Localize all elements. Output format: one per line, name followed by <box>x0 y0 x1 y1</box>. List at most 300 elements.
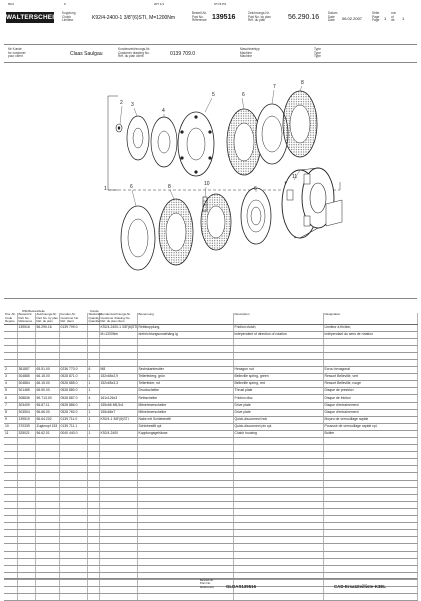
cell-en: Belleville spring, red <box>233 381 323 388</box>
cell-wm-no: 325021 <box>17 430 35 437</box>
cell-qty: 1 <box>87 374 99 381</box>
table-row <box>4 331 417 338</box>
cell-qty <box>87 494 99 501</box>
cell-cust-draw: K92/4-2400-1 3/8"(6)STI, <box>99 324 137 331</box>
table-row <box>4 374 417 381</box>
cell-cust-no <box>59 480 87 487</box>
cell-en <box>233 530 323 537</box>
cell-wm-no <box>17 438 35 445</box>
footer-order-label: Bestell-Nr. Part No. Référence <box>200 578 214 589</box>
cell-qty: 1 <box>87 388 99 395</box>
date-value: 06.02.2007 <box>342 16 363 21</box>
cell-cust-draw <box>99 586 137 593</box>
table-row <box>4 367 417 374</box>
cell-wm-draw <box>35 480 59 487</box>
top-code-left: 50/4 <box>8 2 14 6</box>
cell-cust-no: 0528 760.0 <box>59 409 87 416</box>
cell-pos <box>4 480 17 487</box>
cell-cust-no <box>59 438 87 445</box>
cell-wm-draw <box>35 445 59 452</box>
cell-pos: 9 <box>4 416 17 423</box>
cell-cust-no <box>59 338 87 345</box>
cell-cust-draw: 152x65x3,3 <box>99 381 137 388</box>
type2-label: Type Type Type <box>314 47 321 59</box>
cell-cust-draw <box>99 487 137 494</box>
cell-wm-draw <box>35 537 59 544</box>
table-row <box>4 487 417 494</box>
cell-wm-draw <box>35 501 59 508</box>
sheet-label: Seite Page Page <box>372 11 380 23</box>
cell-de <box>137 438 233 445</box>
cell-cust-draw <box>99 565 137 572</box>
cell-en <box>233 345 323 352</box>
table-row <box>4 459 417 466</box>
cell-cust-draw <box>99 523 137 530</box>
cell-wm-draw: 56.64.202 <box>35 416 59 423</box>
cell-wm-draw <box>35 558 59 565</box>
cell-fr <box>323 480 417 487</box>
cell-cust-no <box>59 523 87 530</box>
cell-de <box>137 594 233 601</box>
cell-cust-no <box>59 445 87 452</box>
callout-10: 8 <box>168 184 171 190</box>
cell-wm-draw <box>35 459 59 466</box>
table-row <box>4 324 417 331</box>
cell-fr <box>323 487 417 494</box>
cell-fr <box>323 537 417 544</box>
cell-de: Sechskantmutter <box>137 367 233 374</box>
cell-en: Friction clutch, <box>233 324 323 331</box>
cell-de: Reibscheibe <box>137 395 233 402</box>
cell-pos <box>4 501 17 508</box>
cell-fr <box>323 438 417 445</box>
customer-value: Claas Saulgau <box>70 51 103 57</box>
of-label: von of de <box>391 11 397 23</box>
cell-de <box>137 494 233 501</box>
cell-en <box>233 352 323 359</box>
cell-wm-no <box>17 473 35 480</box>
cell-qty <box>87 501 99 508</box>
cell-wm-draw <box>35 345 59 352</box>
th-wm-no: Bestell-Nr. Part No. Référence <box>17 313 35 324</box>
cell-qty <box>87 523 99 530</box>
cell-wm-draw: 59.713.00 <box>35 395 59 402</box>
cell-de <box>137 480 233 487</box>
part-3-belleville-spring <box>127 116 149 160</box>
cell-cust-no <box>59 345 87 352</box>
cell-de <box>137 537 233 544</box>
table-row <box>4 523 417 530</box>
cell-pos <box>4 466 17 473</box>
cell-wm-no <box>17 508 35 515</box>
cell-de: Nabe mit Schiebestift <box>137 416 233 423</box>
cell-de: Kupplungsgehäuse <box>137 430 233 437</box>
cell-qty <box>87 586 99 593</box>
cell-wm-draw <box>35 338 59 345</box>
cell-en <box>233 508 323 515</box>
cell-en <box>233 544 323 551</box>
part-11-clutch-housing <box>282 168 342 238</box>
cell-en <box>233 480 323 487</box>
order-value: 139516 <box>212 14 236 21</box>
cell-pos <box>4 565 17 572</box>
table-row <box>4 381 417 388</box>
table-row <box>4 438 417 445</box>
cell-pos <box>4 544 17 551</box>
cell-wm-draw <box>35 523 59 530</box>
cell-wm-no <box>17 537 35 544</box>
cell-cust-no <box>59 594 87 601</box>
cell-de <box>137 523 233 530</box>
part-friction-disc-upper <box>283 91 317 157</box>
cell-cust-draw <box>99 537 137 544</box>
cell-qty <box>87 459 99 466</box>
cell-wm-no <box>17 523 35 530</box>
cell-wm-no: 304885 <box>17 374 35 381</box>
cell-pos <box>4 473 17 480</box>
cell-cust-no <box>59 537 87 544</box>
cell-en <box>233 445 323 452</box>
cell-en: Drive plate <box>233 409 323 416</box>
cell-fr <box>323 544 417 551</box>
table-row <box>4 466 417 473</box>
cell-wm-no: 303504 <box>17 409 35 416</box>
cell-en <box>233 501 323 508</box>
cell-cust-draw <box>99 445 137 452</box>
cell-wm-no <box>17 551 35 558</box>
cell-wm-draw <box>35 508 59 515</box>
cell-de: Schiebestift cpl. <box>137 423 233 430</box>
cell-wm-draw <box>35 494 59 501</box>
callout-7: 7 <box>273 84 276 90</box>
cell-qty <box>87 473 99 480</box>
cell-de <box>137 586 233 593</box>
cell-cust-no: 0139 711.0 <box>59 416 87 423</box>
cell-wm-draw: 66.15.00 <box>35 374 59 381</box>
cell-fr <box>323 473 417 480</box>
callout-11: 10 <box>204 181 210 187</box>
part-2-nut <box>116 124 122 132</box>
cell-qty <box>87 565 99 572</box>
cell-cust-no <box>59 516 87 523</box>
cell-cust-no <box>59 466 87 473</box>
cell-wm-no <box>17 359 35 366</box>
cell-de <box>137 345 233 352</box>
cell-cust-draw <box>99 359 137 366</box>
cell-pos <box>4 558 17 565</box>
part-7-drive-plate <box>256 104 288 164</box>
cell-qty <box>87 551 99 558</box>
cell-qty <box>87 594 99 601</box>
drawing-value: 56.290.16 <box>288 14 320 21</box>
cell-qty <box>87 338 99 345</box>
table-row <box>4 537 417 544</box>
cell-fr <box>323 459 417 466</box>
exploded-view-drawing <box>0 62 421 298</box>
cell-fr <box>323 516 417 523</box>
top-code-k: K <box>64 2 67 6</box>
cell-de: drehrichtungsunabhäng.ig <box>137 331 233 338</box>
cell-fr: Moyeu de verrouillage rapide <box>323 416 417 423</box>
cell-de <box>137 544 233 551</box>
cell-de <box>137 565 233 572</box>
cell-qty <box>87 530 99 537</box>
cell-cust-draw <box>99 544 137 551</box>
callout-3: 3 <box>131 102 134 108</box>
cell-cust-no <box>59 508 87 515</box>
cell-de: Mitnehmerscheibe <box>137 402 233 409</box>
of-value: 1 <box>402 16 405 21</box>
cell-cust-no: 0040 440.0 <box>59 430 87 437</box>
cell-de <box>137 473 233 480</box>
cell-wm-no <box>17 558 35 565</box>
cell-cust-no <box>59 544 87 551</box>
cell-de <box>137 579 233 586</box>
cell-qty <box>87 537 99 544</box>
th-pos: Pos.-Nr. Code Repère <box>5 312 16 323</box>
table-row <box>4 402 417 409</box>
cell-cust-no: 0528 871.0 <box>59 374 87 381</box>
part-4-belleville-spring <box>151 117 177 167</box>
cell-qty: 1 <box>87 423 99 430</box>
cell-cust-no <box>59 487 87 494</box>
cell-wm-draw <box>35 352 59 359</box>
cell-wm-no <box>17 594 35 601</box>
cell-fr: indépendant du sens de rotation <box>323 331 417 338</box>
cell-wm-draw <box>35 565 59 572</box>
part-friction-disc-lower-1 <box>159 199 193 265</box>
cell-wm-no <box>17 586 35 593</box>
th-qty: Stückzahl Quantity Quantité <box>88 312 102 323</box>
cell-wm-no <box>17 459 35 466</box>
cell-cust-no: 0528 887.0 <box>59 395 87 402</box>
th-cust-draw: Kundenzeichnungs-Nr. Customer drawing No. Réf. du plan client <box>99 313 137 324</box>
cell-cust-no <box>59 565 87 572</box>
cell-wm-no <box>17 530 35 537</box>
cell-wm-draw: 66.15.00 <box>35 381 59 388</box>
cell-wm-no <box>17 480 35 487</box>
cell-wm-no: 308836 <box>17 395 35 402</box>
cell-fr <box>323 452 417 459</box>
cell-de <box>137 445 233 452</box>
table-row <box>4 480 417 487</box>
cell-en <box>233 359 323 366</box>
cell-en <box>233 487 323 494</box>
part-plain-ring-lower <box>121 206 155 270</box>
cell-pos <box>4 516 17 523</box>
cell-qty <box>87 445 99 452</box>
cell-cust-draw <box>99 452 137 459</box>
cell-wm-draw: 56.62.01 <box>35 430 59 437</box>
cell-qty: 4 <box>87 395 99 402</box>
cell-cust-no <box>59 331 87 338</box>
cell-pos <box>4 551 17 558</box>
cell-fr: Disque de friction <box>323 395 417 402</box>
part-friction-disc-lower-2 <box>201 194 231 250</box>
cell-wm-no <box>17 466 35 473</box>
callout-6: 6 <box>242 92 245 98</box>
cell-de: Tellerfederg, grün <box>137 374 233 381</box>
cell-fr <box>323 445 417 452</box>
cell-cust-draw: 155x66x7 <box>99 409 137 416</box>
machine-label: Maschinentyp Machine Machine <box>240 47 260 59</box>
table-row <box>4 494 417 501</box>
cell-qty <box>87 452 99 459</box>
top-code-mid: 20? 1/1 <box>154 2 165 6</box>
cell-wm-no <box>17 331 35 338</box>
cell-wm-draw: 65.51.00 <box>35 367 59 374</box>
table-row <box>4 430 417 437</box>
cell-pos <box>4 537 17 544</box>
cell-cust-no: 0139 711.1 <box>59 423 87 430</box>
cell-de <box>137 516 233 523</box>
cell-wm-draw: 56.290.16 <box>35 324 59 331</box>
cell-pos: 4 <box>4 381 17 388</box>
cell-cust-draw <box>99 551 137 558</box>
cell-cust-no <box>59 586 87 593</box>
cell-wm-draw: 56.66.00 <box>35 409 59 416</box>
callout-5: 5 <box>212 92 215 98</box>
callout-4: 4 <box>162 108 165 114</box>
cell-wm-draw <box>35 530 59 537</box>
table-row <box>4 558 417 565</box>
cell-fr: Disque de pression <box>323 388 417 395</box>
cell-cust-draw <box>99 338 137 345</box>
cell-de: Tellerfeder, rot <box>137 381 233 388</box>
th-de: Benennung <box>137 313 233 324</box>
cell-pos <box>4 459 17 466</box>
cell-pos <box>4 359 17 366</box>
cell-fr <box>323 551 417 558</box>
cell-pos <box>4 345 17 352</box>
cell-fr: Disque d'entraînement <box>323 402 417 409</box>
table-row <box>4 352 417 359</box>
cell-pos <box>4 494 17 501</box>
cell-en <box>233 594 323 601</box>
cell-pos: 3 <box>4 374 17 381</box>
cell-fr <box>323 338 417 345</box>
cell-en <box>233 338 323 345</box>
cell-wm-draw <box>35 579 59 586</box>
cell-en: Friction disc <box>233 395 323 402</box>
footer-order-value: GLDAS139516 <box>226 584 257 589</box>
cell-de <box>137 466 233 473</box>
cell-wm-no: 139516 <box>17 324 35 331</box>
cell-de: Druckscheibe <box>137 388 233 395</box>
sheet-value: 1 <box>384 16 387 21</box>
cell-cust-draw <box>99 473 137 480</box>
cell-fr: Poussoir de verrouillage rapide cpl. <box>323 423 417 430</box>
cell-wm-no <box>17 352 35 359</box>
cell-qty: 1 <box>87 416 99 423</box>
cell-en <box>233 494 323 501</box>
cell-en: Belleville spring, green <box>233 374 323 381</box>
callout-9: 6 <box>130 184 133 190</box>
cell-wm-no <box>17 452 35 459</box>
cell-qty <box>87 352 99 359</box>
cell-en <box>233 565 323 572</box>
cell-cust-no <box>59 579 87 586</box>
cell-fr <box>323 494 417 501</box>
callout-2: 2 <box>120 100 123 106</box>
cell-cust-draw <box>99 345 137 352</box>
cell-cust-draw <box>99 423 137 430</box>
cell-cust-draw: M=1200Nm <box>99 331 137 338</box>
cell-fr <box>323 523 417 530</box>
cell-pos: 10 <box>4 423 17 430</box>
cell-pos <box>4 594 17 601</box>
cust-no-label: Kundenzeichnungs-Nr. Customer drawing No. Réf. du plan client <box>118 47 151 59</box>
cell-qty <box>87 466 99 473</box>
cell-wm-no: 381857 <box>17 367 35 374</box>
cell-cust-no: 0236 770.0 <box>59 367 87 374</box>
cell-de: Mitnehmerscheibe <box>137 409 233 416</box>
cell-wm-draw: 65.90.00 <box>35 388 59 395</box>
cell-wm-no: 139519 <box>17 416 35 423</box>
cell-pos <box>4 445 17 452</box>
cell-wm-draw: Zugknopf 153 <box>35 423 59 430</box>
cell-de <box>137 508 233 515</box>
drawing-label: Zeichnungs-Nr. Part No. by plan Réf. du plan <box>248 11 271 23</box>
cell-pos <box>4 338 17 345</box>
th-en: Description <box>233 313 323 324</box>
callout-8: 8 <box>301 80 304 86</box>
cell-pos: 11 <box>4 430 17 437</box>
part-9-hub <box>241 188 271 244</box>
cell-en <box>233 537 323 544</box>
th-wm-draw: Zeichnungs-Nr. Part No. by plan Réf. du plan <box>36 312 59 323</box>
cell-qty: 1 <box>87 402 99 409</box>
cell-qty <box>87 324 99 331</box>
cell-en: Drive plate <box>233 402 323 409</box>
table-row <box>4 445 417 452</box>
cell-en <box>233 466 323 473</box>
cell-pos: 7 <box>4 402 17 409</box>
table-row <box>4 423 417 430</box>
cell-pos <box>4 530 17 537</box>
cell-cust-draw <box>99 388 137 395</box>
cell-pos <box>4 438 17 445</box>
cell-fr: Ressort Belleville, vert <box>323 374 417 381</box>
cell-fr <box>323 558 417 565</box>
cell-fr: Ecrou hexagonal <box>323 367 417 374</box>
cell-fr <box>323 501 417 508</box>
cell-en: Thrust plate <box>233 388 323 395</box>
cell-cust-draw <box>99 438 137 445</box>
cell-qty <box>87 359 99 366</box>
cell-wm-no: 370339 <box>17 423 35 430</box>
table-row <box>4 530 417 537</box>
cell-qty <box>87 480 99 487</box>
cell-cust-no: 0528 885.0 <box>59 381 87 388</box>
cell-de <box>137 338 233 345</box>
cell-de <box>137 551 233 558</box>
table-row <box>4 409 417 416</box>
cell-fr <box>323 565 417 572</box>
cell-pos <box>4 508 17 515</box>
cell-wm-no <box>17 345 35 352</box>
cell-pos <box>4 487 17 494</box>
cell-fr <box>323 352 417 359</box>
cell-wm-draw: 56.87.11 <box>35 402 59 409</box>
cell-wm-draw <box>35 466 59 473</box>
cell-cust-no <box>59 473 87 480</box>
cell-de <box>137 558 233 565</box>
cell-qty: 1 <box>87 409 99 416</box>
cell-pos <box>4 579 17 586</box>
cell-wm-no <box>17 487 35 494</box>
cell-cust-draw <box>99 501 137 508</box>
